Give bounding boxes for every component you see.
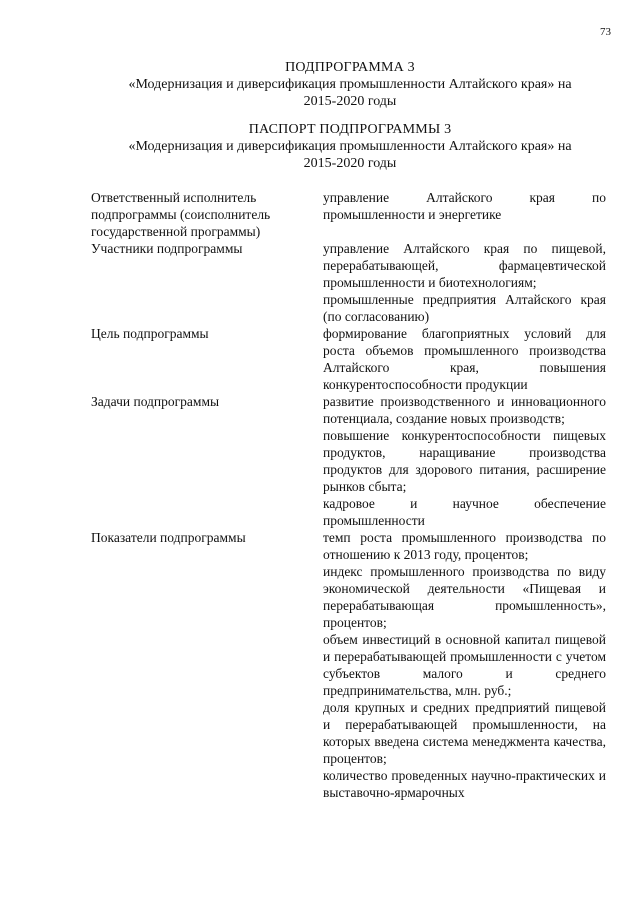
row-value-item: управление Алтайского края по промышленности и энергетике <box>323 190 606 222</box>
row-label: Участники подпрограммы <box>91 241 243 256</box>
row-value <box>323 393 606 529</box>
page-number: 73 <box>600 26 611 38</box>
passport-row-goal <box>91 325 606 393</box>
passport-row-tasks <box>91 393 606 529</box>
subprogram-subtitle-line2: 2015-2020 годы <box>303 94 397 109</box>
row-value-item: повышение конкурентоспособности пищевых продуктов, наращивание производства продуктов для здорового питания, расширение рынков сбыта; <box>323 428 606 494</box>
row-value-item: объем инвестиций в основной капитал пищевой и перерабатывающей промышленности с учетом субъектов малого и среднего предпринимательства, млн. руб.; <box>323 632 606 698</box>
passport-subtitle-line1: «Модернизация и диверсификация промышленности Алтайского края» на <box>128 139 572 154</box>
row-value-item: развитие производственного и инновационного потенциала, создание новых производств; <box>323 394 606 426</box>
row-value <box>323 325 606 393</box>
row-value-item: количество проведенных научно-практических и выставочно-ярмарочных <box>323 768 606 800</box>
row-label: Задачи подпрограммы <box>91 394 220 409</box>
row-value-item: темп роста промышленного производства по отношению к 2013 году, процентов; <box>323 530 606 562</box>
subprogram-heading <box>80 59 620 110</box>
row-value-item: кадровое и научное обеспечение промышленности <box>323 496 606 528</box>
row-label: Ответственный исполнитель подпрограммы (соисполнитель государственной программы) <box>91 190 271 239</box>
passport-row-indicators <box>91 529 606 801</box>
row-value-item: формирование благоприятных условий для роста объемов промышленного производства Алтайского края, повышения конкурентоспособности продукции <box>323 326 606 392</box>
subprogram-title: ПОДПРОГРАММА 3 <box>285 60 415 75</box>
passport-row-executor <box>91 189 606 240</box>
row-label: Показатели подпрограммы <box>91 530 246 545</box>
passport-title: ПАСПОРТ ПОДПРОГРАММЫ 3 <box>248 122 452 137</box>
row-value-item: индекс промышленного производства по виду экономической деятельности «Пищевая и перерабатывающая промышленность», процентов; <box>323 564 606 630</box>
row-value <box>323 189 606 223</box>
passport-row-participants <box>91 240 606 325</box>
passport-table <box>91 189 606 801</box>
passport-heading <box>80 121 620 172</box>
row-value-item: доля крупных и средних предприятий пищевой и перерабатывающей промышленности, на которых введена система менеджмента качества, процентов; <box>323 700 606 766</box>
row-value <box>323 240 606 325</box>
row-label: Цель подпрограммы <box>91 326 209 341</box>
row-value-item: управление Алтайского края по пищевой, перерабатывающей, фармацевтической промышленности и биотехнологиям; <box>323 241 606 290</box>
row-value <box>323 529 606 801</box>
passport-subtitle-line2: 2015-2020 годы <box>303 156 397 171</box>
row-value-item: промышленные предприятия Алтайского края (по согласованию) <box>323 292 606 324</box>
subprogram-subtitle-line1: «Модернизация и диверсификация промышленности Алтайского края» на <box>128 77 572 92</box>
